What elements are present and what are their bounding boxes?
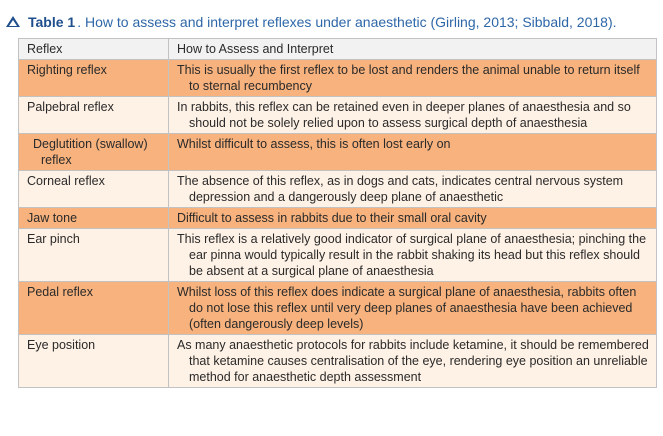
table-row [19,60,657,97]
header-reflex: Reflex [19,39,169,60]
table-row [19,97,657,134]
reflex-cell: Eye position [19,335,169,388]
interpretation-cell [169,229,657,282]
table-row [19,208,657,229]
triangle-icon [6,16,20,27]
header-assess: How to Assess and Interpret [169,39,657,60]
reflex-cell: Palpebral reflex [19,97,169,134]
caption-label: Table 1 [28,14,76,30]
interpretation-text: Difficult to assess in rabbits due to their small oral cavity [177,211,487,225]
interpretation-cell [169,208,657,229]
table-row [19,282,657,335]
table-caption [6,14,617,30]
reflex-table [18,38,657,388]
interpretation-text: This is usually the first reflex to be lost and renders the animal unable to return itself to sternal recumbency [177,63,640,93]
reflex-cell: Jaw tone [19,208,169,229]
interpretation-cell [169,60,657,97]
interpretation-cell [169,171,657,208]
table-row [19,229,657,282]
caption-text: . How to assess and interpret reflexes under anaesthetic (Girling, 2013; Sibbald, 2018). [77,14,617,30]
reflex-cell: Corneal reflex [19,171,169,208]
table-row [19,335,657,388]
table-row [19,171,657,208]
table-row [19,134,657,171]
interpretation-cell [169,282,657,335]
interpretation-text: Whilst loss of this reflex does indicate a surgical plane of anaesthesia, rabbits often do not lose this reflex until very deep planes of anaesthesia have been achieved (often dangerously deep levels) [177,285,637,331]
interpretation-text: As many anaesthetic protocols for rabbits include ketamine, it should be remembered that ketamine causes centralisation of the eye, rendering eye position an unreliable method for anaesthetic depth assessment [177,338,649,384]
reflex-cell: Pedal reflex [19,282,169,335]
interpretation-text: In rabbits, this reflex can be retained even in deeper planes of anaesthesia and so should not be solely relied upon to assess surgical depth of anaesthesia [177,100,631,130]
reflex-text: Deglutition (swallow) reflex [33,137,148,167]
reflex-cell: Ear pinch [19,229,169,282]
reflex-cell [19,134,169,171]
interpretation-cell [169,97,657,134]
interpretation-text: Whilst difficult to assess, this is often lost early on [177,137,451,151]
table-header-row [19,39,657,60]
interpretation-text: This reflex is a relatively good indicator of surgical plane of anaesthesia; pinching the ear pinna would typically result in the rabbit shaking its head but this reflex should be absent at a surgical plane of anaesthesia [177,232,647,278]
interpretation-cell [169,335,657,388]
interpretation-cell [169,134,657,171]
reflex-cell: Righting reflex [19,60,169,97]
interpretation-text: The absence of this reflex, as in dogs and cats, indicates central nervous system depression and a dangerously deep plane of anaesthetic [177,174,624,204]
